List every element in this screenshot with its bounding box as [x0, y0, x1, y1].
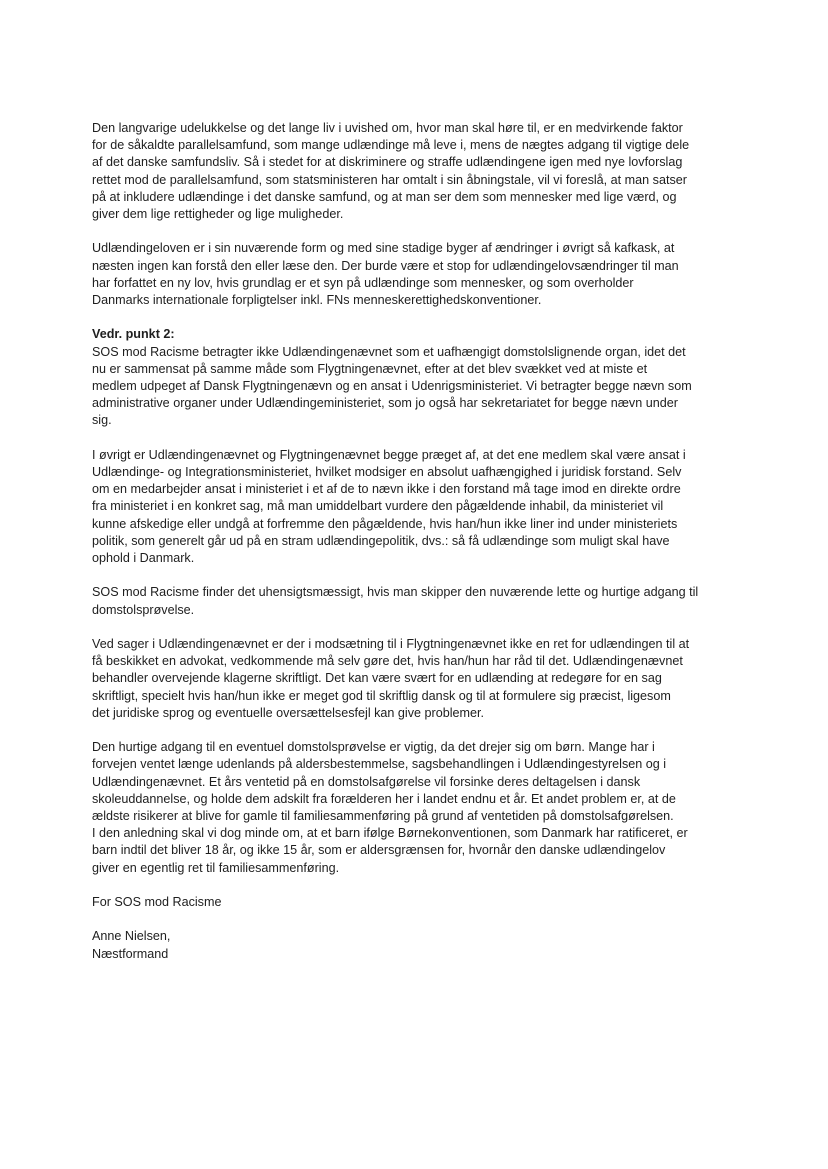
text-line: nu er sammensat på samme måde som Flygtningenævnet, efter at det blev svækket ved at miste et	[92, 361, 648, 376]
text-line: giver dem lige rettigheder og lige muligheder.	[92, 207, 344, 222]
text-line: Udlændingeloven er i sin nuværende form og med sine stadige byger af ændringer i øvrigt så kafkask, at	[92, 241, 675, 256]
text-line: Udlændinge- og Integrationsministeriet, hvilket modsiger en absolut uafhængighed i juridisk forstand. Selv	[92, 465, 682, 480]
paragraph-immigration-law	[92, 240, 740, 309]
closing-text: For SOS mod Racisme	[92, 895, 222, 910]
paragraph-children	[92, 739, 740, 877]
letter-body	[92, 120, 740, 963]
text-line: skriftligt, specielt hvis han/hun ikke er meget god til skriftlig dansk og til at formulere sig præcist, ligesom	[92, 688, 671, 703]
text-line: ældste risikerer at blive for gamle til familiesammenføring på grund af ventetiden på domstolsafgørelsen.	[92, 809, 674, 824]
signature-name: Anne Nielsen,	[92, 929, 171, 944]
text-line: behandler overvejende klagerne skriftligt. Det kan være svært for en udlænding at redegøre for en sag	[92, 671, 662, 686]
section-heading: Vedr. punkt 2:	[92, 327, 175, 342]
text-line: Den langvarige udelukkelse og det lange liv i uvished om, hvor man skal høre til, er en medvirkende faktor	[92, 121, 683, 135]
text-line: skoleuddannelse, og holde dem adskilt fra forælderen her i landet endnu et år. Et andet problem er, at de	[92, 791, 676, 806]
text-line: rettet mod de parallelsamfund, som statsministeren har omtalt i sin åbningstale, vil vi foreslå, at man satser	[92, 172, 687, 187]
signature-title: Næstformand	[92, 946, 169, 961]
text-line: I øvrigt er Udlændingenævnet og Flygtningenævnet begge præget af, at det ene medlem skal være ansat i	[92, 447, 686, 462]
paragraph-lawyer	[92, 636, 740, 722]
text-line: af det danske samfundsliv. Så i stedet for at diskriminere og straffe udlændingene igen med nye lovforslag	[92, 155, 683, 170]
text-line: politik, som generelt går ud på en stram udlændingepolitik, dvs.: så få udlændinge som muligt skal have	[92, 533, 670, 548]
text-line: sig.	[92, 413, 112, 428]
text-line: ophold i Danmark.	[92, 551, 195, 566]
text-line: næsten ingen kan forstå den eller læse den. Der burde være et stop for udlændingelovsændringer til man	[92, 258, 679, 273]
text-line: har forfattet en ny lov, hvis grundlag er et syn på udlændinge som mennesker, og som overholder	[92, 275, 634, 290]
paragraph-court-review	[92, 584, 740, 618]
text-line: barn indtil det bliver 18 år, og ikke 15 år, som er aldersgrænsen for, hvornår den danske udlændingelov	[92, 843, 666, 858]
text-line: domstolsprøvelse.	[92, 602, 195, 617]
text-line: Danmarks internationale forpligtelser inkl. FNs menneskerettighedskonventioner.	[92, 293, 542, 308]
text-line: kunne afskedige eller undgå at forfremme den pågældende, hvis han/hun ikke liner ind under ministeriets	[92, 516, 678, 531]
paragraph-point-2	[92, 326, 740, 429]
text-line: Udlændingenævnet. Et års ventetid på en domstolsafgørelse vil forsinke deres deltagelsen i dansk	[92, 774, 641, 789]
paragraph-parallel-societies	[92, 120, 740, 223]
text-line: medlem udpeget af Dansk Flygtningenævn og en ansat i Udenrigsministeriet. Vi betragter begge nævn som	[92, 379, 692, 394]
text-line: I den anledning skal vi dog minde om, at et barn ifølge Børnekonventionen, som Danmark har ratificeret, er	[92, 826, 688, 841]
paragraph-independence	[92, 447, 740, 567]
text-line: forvejen ventet længe udenlands på aldersbestemmelse, sagsbehandlingen i Udlændingestyrelsen og i	[92, 757, 667, 772]
closing	[92, 894, 740, 911]
text-line: Ved sager i Udlændingenævnet er der i modsætning til i Flygtningenævnet ikke en ret for udlændingen til at	[92, 637, 690, 652]
text-line: få beskikket en advokat, vedkommende må selv gøre det, hvis han/hun har råd til det. Udlændingenævnet	[92, 654, 683, 669]
text-line: administrative organer under Udlændingeministeriet, som jo også har sekretariatet for begge nævn under	[92, 396, 678, 411]
text-line: på at inkludere udlændinge i det danske samfund, og at man ser dem som mennesker med lige værd, og	[92, 189, 677, 204]
signature-block	[92, 928, 740, 962]
text-line: fra ministeriet i en konkret sag, må man umiddelbart vurdere den pågældende inhabil, da ministeriet vil	[92, 499, 664, 514]
text-line: det juridiske sprog og eventuelle oversættelsesfejl kan give problemer.	[92, 705, 485, 720]
text-line: SOS mod Racisme betragter ikke Udlændingenævnet som et uafhængigt domstolslignende organ, idet det	[92, 344, 686, 359]
text-line: Den hurtige adgang til en eventuel domstolsprøvelse er vigtig, da det drejer sig om børn. Mange har i	[92, 740, 655, 755]
text-line: giver en egentlig ret til familiesammenføring.	[92, 860, 340, 875]
text-line: for de såkaldte parallelsamfund, som mange udlændinge må leve i, mens de nægtes adgang til vigtige dele	[92, 138, 690, 153]
text-line: om en medarbejder ansat i ministeriet i et af de to nævn ikke i den forstand må tage imod en direkte ordre	[92, 482, 681, 497]
text-line: SOS mod Racisme finder det uhensigtsmæssigt, hvis man skipper den nuværende lette og hurtige adgang til	[92, 585, 699, 600]
